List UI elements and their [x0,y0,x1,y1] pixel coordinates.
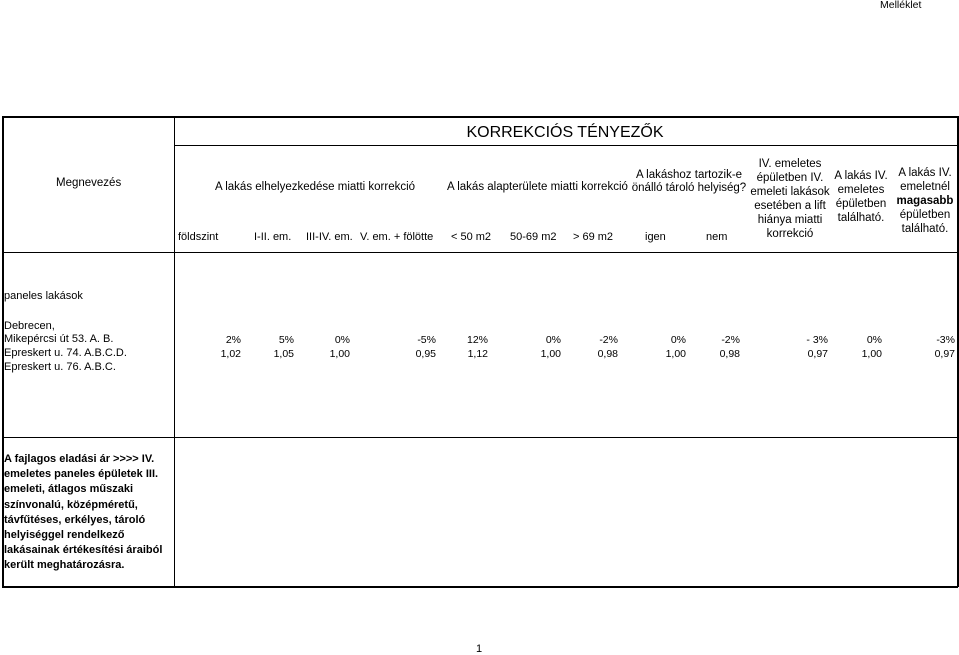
factor-cell: 1,00 [665,348,686,360]
body-divider [2,437,958,438]
factor-cell: 0,95 [415,348,436,360]
percent-cell: -2% [721,334,740,346]
title-divider [174,145,958,146]
subheader-igen: igen [645,231,666,243]
location-3: Epreskert u. 76. A.B.C. [4,361,116,373]
header-lakas-iv: A lakás IV. emeletes épületben található. [834,170,888,224]
percent-cell: 0% [670,334,686,346]
page-number: 1 [476,643,483,655]
column-divider [174,116,175,587]
factor-cell: 1,00 [329,348,350,360]
factor-cell: 1,02 [220,348,241,360]
header-elhelyezkedes: A lakás elhelyezkedése miatti korrekció [215,181,416,193]
footnote: A fajlagos eladási ár >>>> IV. emeletes paneles épületek III. emeleti, átlagos műszaki színvonalú, középméretű, távfűtéses, erkélyes, tároló helyiséggel rendelkező lakásainak értékesítési áraiból került meghatározásra. [4,453,163,572]
table-top-border [2,116,958,118]
percent-cell: 0% [545,334,561,346]
percent-cell: -2% [599,334,618,346]
header-alapterulet: A lakás alapterülete miatti korrekció [447,181,628,193]
header-lakas-magasabb-line3: épületben található. [899,209,951,235]
factor-cell: 1,12 [467,348,488,360]
subheader-gt69: > 69 m2 [573,231,614,243]
subheader-v: V. em. + fölötte [360,231,434,243]
header-lift: IV. emeletes épületben IV. emeleti lakások esetében a lift hiánya miatti korrekció [750,158,830,240]
factor-cell: 0,97 [934,348,955,360]
subheader-lt50: < 50 m2 [451,231,492,243]
location-city: Debrecen, [4,320,55,332]
percent-cell: 2% [225,334,241,346]
header-tarolo: A lakáshoz tartozik-e önálló tároló helyiség? [631,169,747,194]
subheader-foldszint: földszint [178,231,219,243]
factor-cell: 0,98 [719,348,740,360]
location-2: Epreskert u. 74. A.B.C.D. [4,347,127,359]
percent-cell: -3% [936,334,955,346]
percent-cell: - 3% [806,334,828,346]
header-lakas-magasabb-bold: magasabb [896,195,954,207]
table-title: KORREKCIÓS TÉNYEZŐK [466,124,664,141]
location-1: Mikepércsi út 53. A. B. [4,333,114,345]
header-divider [2,252,958,253]
attachment-label: Melléklet [880,0,922,11]
section-label: paneles lakások [4,290,83,302]
factor-cell: 0,98 [597,348,618,360]
subheader-i-ii: I-II. em. [254,231,292,243]
factor-cell: 0,97 [807,348,828,360]
subheader-nem: nem [706,231,728,243]
percent-cell: -5% [417,334,436,346]
header-megnevezes: Megnevezés [56,177,122,189]
factor-cell: 1,00 [861,348,882,360]
percent-cell: 0% [334,334,350,346]
subheader-50-69: 50-69 m2 [510,231,557,243]
factor-cell: 1,00 [540,348,561,360]
subheader-iii-iv: III-IV. em. [306,231,353,243]
percent-cell: 0% [866,334,882,346]
header-lakas-magasabb [893,166,957,236]
table-bottom-border [2,586,958,588]
header-lakas-magasabb-line1: A lakás IV. emeletnél [898,167,952,193]
percent-cell: 12% [466,334,488,346]
percent-cell: 5% [278,334,294,346]
factor-cell: 1,05 [273,348,294,360]
